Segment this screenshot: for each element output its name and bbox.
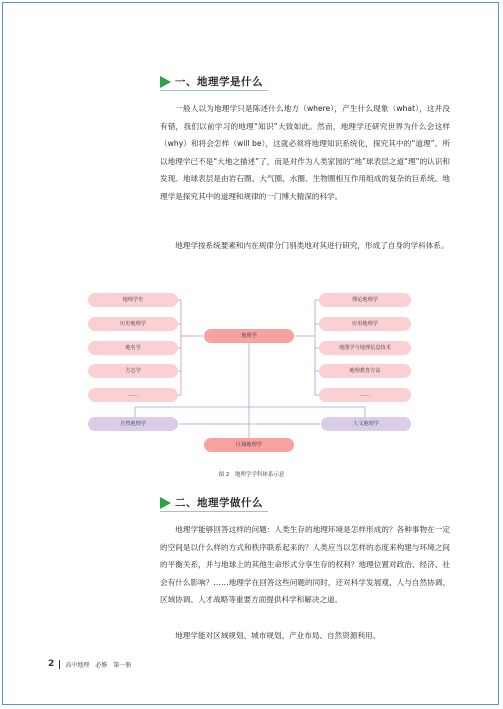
diagram-node: …… [88, 388, 178, 402]
heading-underline [160, 511, 268, 512]
diagram-node: 理论地理学 [319, 293, 411, 307]
book-title: 高中地理 必修 第一册 [65, 661, 132, 669]
page-number: 2 [48, 659, 55, 669]
diagram-node: 应用地理学 [319, 317, 411, 331]
section-heading-2 [160, 495, 263, 510]
page-footer [48, 659, 131, 669]
diagram-node: 地理学史 [88, 293, 178, 307]
paragraph: 一般人以为地理学只是陈述什么地方（where），产生什么现象（what），这并没有错，我们以前学习的地理“知识”大致如此。然而，地理学还研究世界为什么会这样（why）和将会怎样（will be），这就必须将地理知识系统化，探究其中的“道理”。所以地理学已不是“大地之描述”了，而是对作为人类家园的“地”球表层之道“理”的认识和发现。地球表层是由岩石圈、大气圈、水圈、生物圈相互作用组成的复杂的巨系统。地理学是探究其中的道理和规律的一门博大精深的科学。 [160, 104, 450, 201]
figure-caption: 图 2 地理学学科体系示意 [218, 472, 285, 478]
diagram-node: 地名学 [88, 341, 178, 355]
diagram-node: …… [319, 388, 411, 402]
paragraph: 地理学能够回答这样的问题：人类生存的地理环境是怎样形成的？各种事物在一定的空间是以什么样的方式和秩序联系起来的？人类应当以怎样的态度来构建与环境之间的平衡关系，并与地球上的其他生命形式分享生存的权利？地理位置对政治、经济、社会有什么影响？……地理学在回答这些问题的同时，还对科学发展观、人与自然协调、区域协调、人才战略等重要方面提供科学和解决之道。 [160, 525, 450, 604]
diagram-node-human: 人文地理学 [321, 417, 411, 431]
diagram-node: 地理教育方法 [319, 364, 411, 378]
heading-underline [160, 90, 268, 91]
discipline-diagram [85, 285, 415, 460]
diagram-node: 方志学 [88, 364, 178, 378]
diagram-node-regional: 区域地理学 [204, 438, 294, 452]
section-title: 二、地理学做什么 [175, 497, 263, 509]
diagram-center-node: 地理学 [204, 329, 294, 343]
diagram-node-physical: 自然地理学 [88, 417, 178, 431]
section-title: 一、地理学是什么 [175, 76, 263, 88]
diagram-node: 历史地理学 [88, 317, 178, 331]
triangle-icon [160, 76, 171, 88]
paragraph: 地理学按系统要素和内在规律分门别类地对其进行研究，形成了自身的学科体系。 [175, 241, 449, 250]
diagram-node: 地图学与地理信息技术 [319, 341, 411, 355]
footer-divider [59, 660, 60, 669]
paragraph: 地理学能对区域规划、城市规划、产业布局、自然资源利用、 [175, 631, 381, 640]
triangle-icon [160, 497, 171, 509]
section-heading-1 [160, 74, 263, 89]
